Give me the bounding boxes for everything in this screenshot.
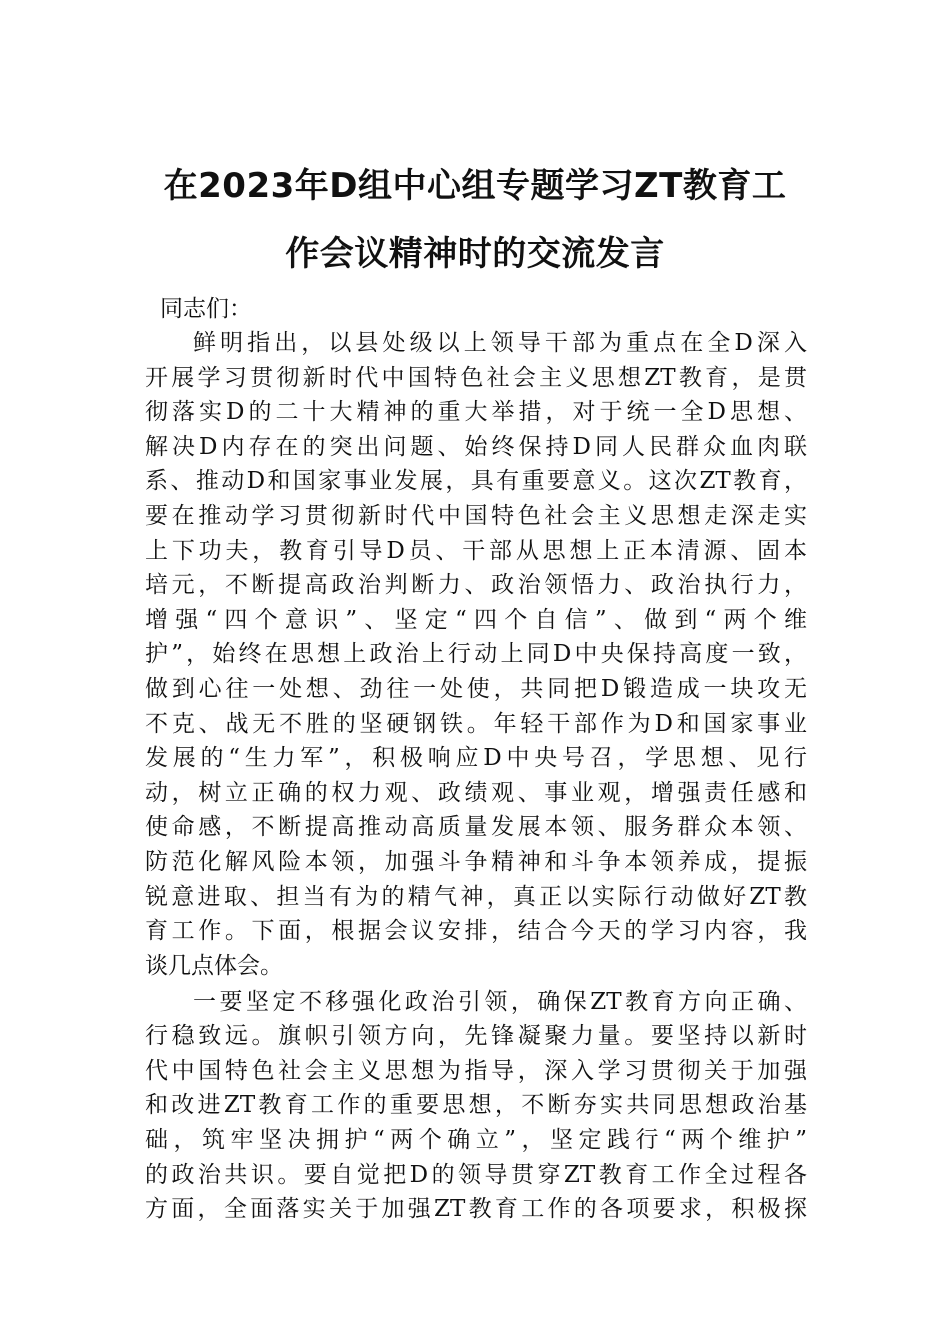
paragraph-1-line: 增强“四个意识”、坚定“四个自信”、做到“两个维 — [145, 607, 807, 633]
paragraph-1-line: 发展的“生力军”，积极响应D中央号召，学思想、见行 — [145, 745, 807, 771]
paragraph-2-line: 和改进ZT教育工作的重要思想，不断夯实共同思想政治基 — [145, 1092, 807, 1118]
paragraph-1-line: 培元，不断提高政治判断力、政治领悟力、政治执行力， — [145, 572, 807, 598]
paragraph-2-line: 行稳致远。旗帜引领方向，先锋凝聚力量。要坚持以新时 — [145, 1023, 807, 1049]
paragraph-1-line: 锐意进取、担当有为的精气神，真正以实际行动做好ZT教 — [145, 884, 807, 910]
paragraph-1-line: 要在推动学习贯彻新时代中国特色社会主义思想走深走实 — [145, 503, 807, 529]
paragraph-2-line: 代中国特色社会主义思想为指导，深入学习贯彻关于加强 — [145, 1058, 807, 1084]
paragraph-2-line: 础，筑牢坚决拥护“两个确立”，坚定践行“两个维护” — [145, 1127, 807, 1153]
paragraph-1-line: 护”，始终在思想上政治上行动上同D中央保持高度一致， — [145, 641, 807, 667]
paragraph-1-line: 使命感，不断提高推动高质量发展本领、服务群众本领、 — [145, 814, 807, 840]
paragraph-1-line: 育工作。下面，根据会议安排，结合今天的学习内容，我 — [145, 918, 807, 944]
paragraph-1-line: 彻落实D的二十大精神的重大举措，对于统一全D思想、 — [145, 399, 807, 425]
paragraph-1-line: 不克、战无不胜的坚硬钢铁。年轻干部作为D和国家事业 — [145, 711, 807, 737]
paragraph-1-line: 防范化解风险本领，加强斗争精神和斗争本领养成，提振 — [145, 849, 807, 875]
paragraph-1-line: 动，树立正确的权力观、政绩观、事业观，增强责任感和 — [145, 780, 807, 806]
paragraph-1-line: 解决D内存在的突出问题、始终保持D同人民群众血肉联 — [145, 434, 807, 460]
paragraph-2-line: 一要坚定不移强化政治引领，确保ZT教育方向正确、 — [193, 989, 807, 1015]
document-title-line-2: 作会议精神时的交流发言 — [285, 234, 665, 274]
paragraph-2-line: 方面，全面落实关于加强ZT教育工作的各项要求，积极探 — [145, 1196, 807, 1222]
paragraph-1-line: 谈几点体会。 — [145, 953, 283, 979]
salutation: 同志们： — [160, 296, 252, 322]
paragraph-2-line: 的政治共识。要自觉把D的领导贯穿ZT教育工作全过程各 — [145, 1162, 807, 1188]
paragraph-1-line: 做到心往一处想、劲往一处使，共同把D锻造成一块攻无 — [145, 676, 807, 702]
paragraph-1-line: 鲜明指出，以县处级以上领导干部为重点在全D深入 — [193, 330, 807, 356]
document-title-line-1: 在2023年D组中心组专题学习ZT教育工 — [163, 166, 787, 206]
paragraph-1-line: 系、推动D和国家事业发展，具有重要意义。这次ZT教育， — [145, 468, 807, 494]
paragraph-1-line: 上下功夫，教育引导D员、干部从思想上正本清源、固本 — [145, 538, 807, 564]
paragraph-1-line: 开展学习贯彻新时代中国特色社会主义思想ZT教育，是贯 — [145, 365, 807, 391]
